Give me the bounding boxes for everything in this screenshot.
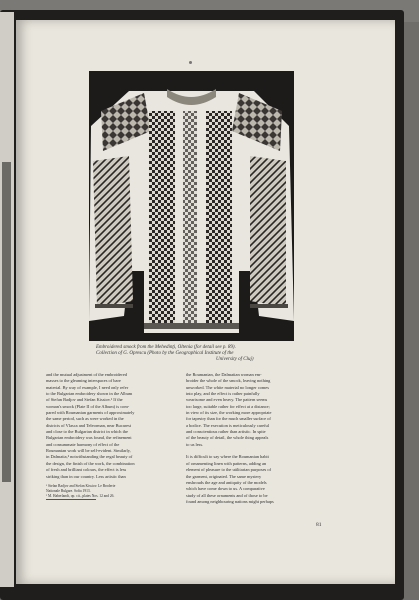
text-line: of ornamenting linen with patterns, adding an <box>186 460 267 466</box>
text-line: woman's smock (Plate II of the Album) is com- <box>46 403 130 409</box>
text-line: to us less. <box>186 441 204 447</box>
footnote-line: ² M. Haberlandt, op. cit., plates Nos. 12 and 26. <box>46 494 115 499</box>
caption-line: University of Cluj) <box>216 357 254 363</box>
text-line: and consummate harmony of effect of the <box>46 441 120 447</box>
text-line: districts of Vlasca and Teleorman, near Bucarest <box>46 422 131 428</box>
book-page <box>16 20 395 584</box>
caption-line: Embroidered smock from the Mehedinţi, Oltenia (for detail see p. 89). <box>96 345 236 350</box>
text-line: It is difficult to say where the Roumanian habit <box>186 454 269 460</box>
photo-caption <box>96 345 316 364</box>
text-line: of the beauty of detail, the whole thing appeals <box>186 435 269 441</box>
facing-page-edge <box>0 12 14 587</box>
right-text-column <box>186 372 318 505</box>
text-line: in view of its size, the working more appropriate <box>186 410 272 416</box>
text-line: found among neighbouring nations might perhaps <box>186 498 274 504</box>
text-line: to the Bulgarian embroidery shown in the Album <box>46 391 133 397</box>
footnote-line: ¹ Stefan Badjov and Stefan Kissiov. Le Broderie <box>46 483 116 488</box>
caption-line: Collection of G. Oprescu (Photo by the Geographical Institute of the <box>96 351 234 357</box>
text-line: masses to the gleaming interspaces of bare <box>46 378 121 384</box>
text-line: and the mutual adjustment of the embroidered <box>46 372 127 377</box>
page-number: 81 <box>316 522 322 528</box>
text-line: a bodice. The execution is meticulously careful <box>186 422 269 428</box>
footnote-line: Nationale Bulgare. Sofia 1913. <box>46 489 91 494</box>
text-line: striking than in our country. Less artistic than <box>46 473 126 479</box>
text-line: pared with Roumanian garments of approximately <box>46 410 135 416</box>
text-line: and conscientious rather than artistic. In spite <box>186 429 266 435</box>
footnote-rule <box>46 499 96 500</box>
text-line: material. By way of example, I need only refer <box>46 384 129 390</box>
left-text-column <box>46 372 178 499</box>
text-line: Roumanian work will be self-evident. Similarly, <box>46 448 131 454</box>
text-line: enshrouds the age and antiquity of the models <box>186 479 267 485</box>
text-line: element of pleasure to the utilitarian purposes of <box>186 467 271 473</box>
text-line: too large, suitable rather for effect at a distance; <box>186 403 270 409</box>
text-line: wearisome and even heavy. The pattern seems <box>186 397 268 403</box>
embroidered-smock-image <box>89 71 294 341</box>
text-line: the garment, originated. The same mystery <box>186 473 262 479</box>
text-line: of Stefan Badjov and Stefan Kissiov.¹ If the <box>46 397 123 403</box>
text-line: the design, the finish of the work, the combination <box>46 460 135 466</box>
text-line: unworked. The white material no longer comes <box>186 384 269 390</box>
text-line: into play, and the effect is rather painfully <box>186 391 260 397</box>
text-line: in Dalmatia,² notwithstanding the regal beauty of <box>46 454 133 460</box>
facing-page-illustration-strip <box>2 162 11 482</box>
text-line: of fresh and brilliant colours, the effect is less <box>46 467 127 473</box>
text-line: broider the whole of the smock, leaving nothing <box>186 378 271 384</box>
text-line: Bulgarian embroidery was found, the refinement <box>46 435 132 441</box>
text-line: the same period, such as were worked in the <box>46 416 124 422</box>
smock-photograph <box>89 71 294 341</box>
text-line: the Roumanian, the Dalmatian woman em- <box>186 372 262 377</box>
text-line: and close to the Bulgarian district in which the <box>46 429 128 435</box>
text-line: which have come down to us. A comparative <box>186 486 265 492</box>
page-mark <box>189 61 192 64</box>
text-line: study of all these ornaments and of those to be <box>186 492 268 498</box>
text-line: for tapestry than for the much smaller surface of <box>186 416 271 422</box>
